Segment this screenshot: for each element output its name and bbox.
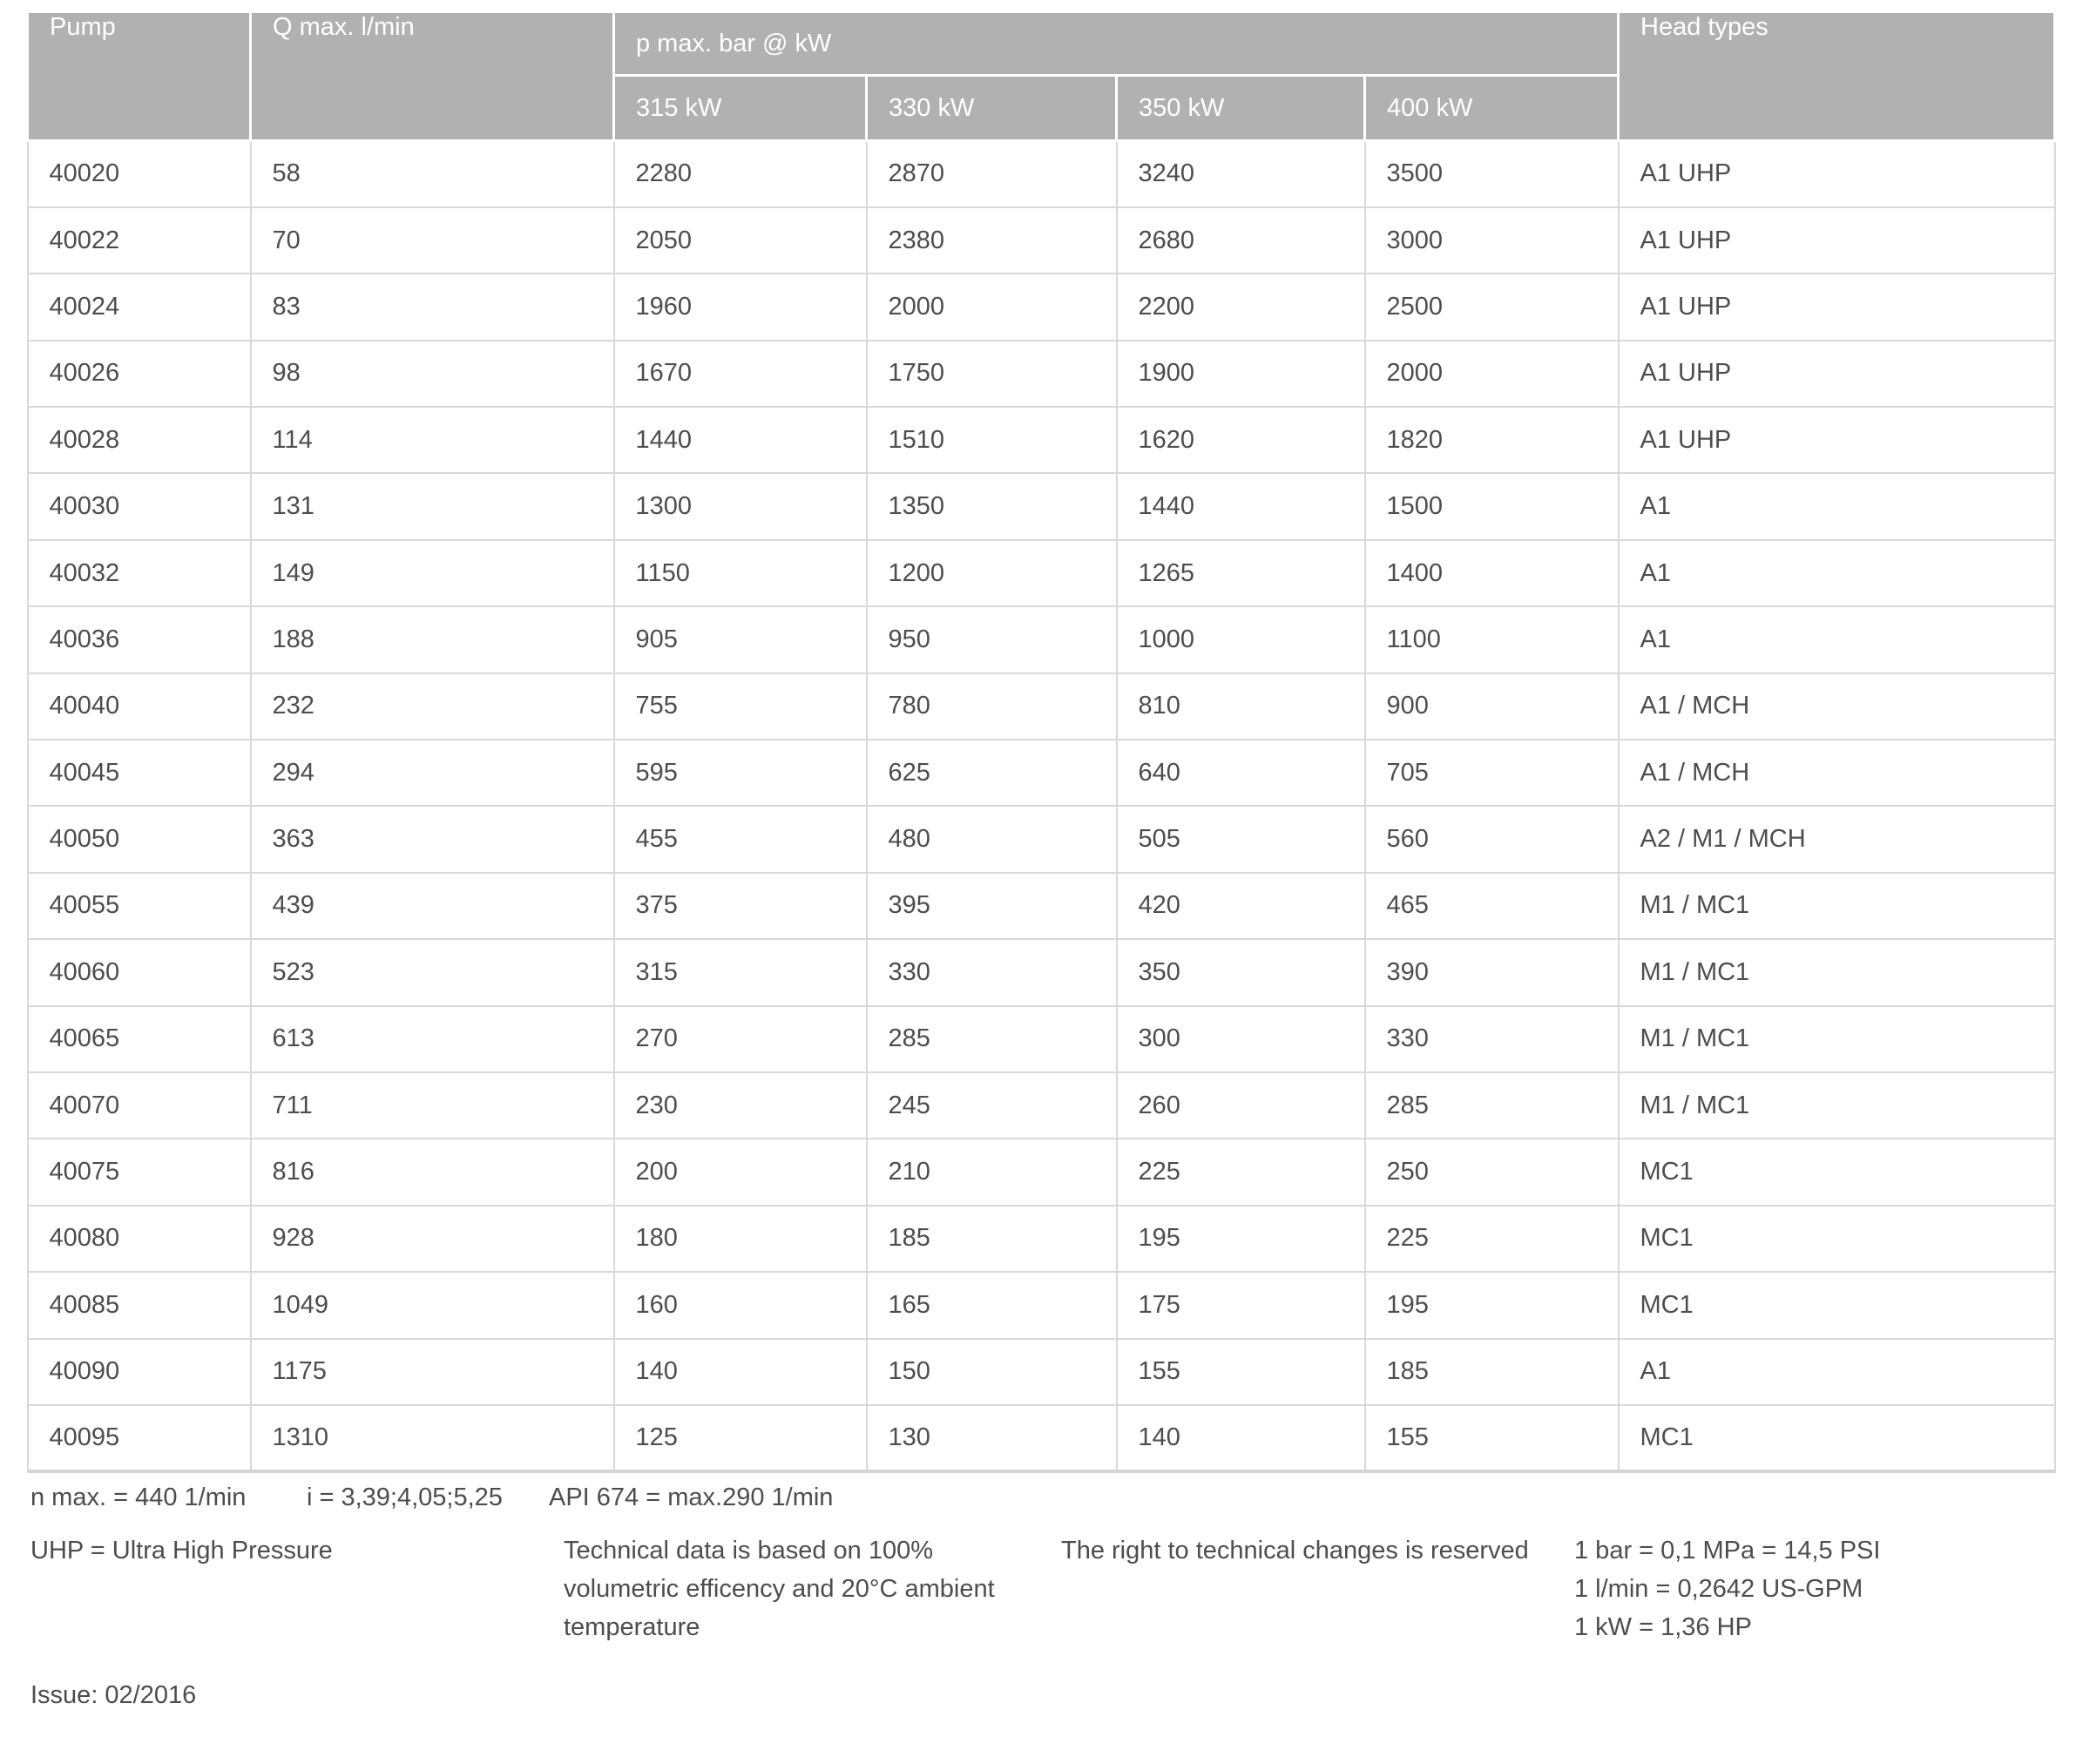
table-cell: 40050: [28, 806, 251, 872]
table-row: [28, 207, 2055, 274]
table-row: [28, 740, 2055, 806]
table-cell: 1150: [614, 540, 867, 606]
table-cell: 1620: [1117, 407, 1365, 473]
table-cell: 1440: [1117, 473, 1365, 539]
table-cell: MC1: [1619, 1405, 2055, 1471]
table-cell: 613: [251, 1006, 614, 1072]
table-cell: 2280: [614, 141, 867, 207]
col-header-pmax-group: p max. bar @ kW: [614, 12, 1619, 76]
table-cell: 1500: [1365, 473, 1619, 539]
table-cell: 185: [1365, 1339, 1619, 1405]
table-cell: 250: [1365, 1139, 1619, 1205]
table-cell: 1100: [1365, 606, 1619, 672]
footnote-technical-line1: Technical data is based on 100%: [564, 1537, 934, 1565]
table-cell: 395: [867, 873, 1117, 939]
table-cell: 285: [1365, 1072, 1619, 1139]
table-cell: 480: [867, 806, 1117, 872]
table-row: [28, 473, 2055, 539]
footnote-uhp: UHP = Ultra High Pressure: [30, 1537, 333, 1565]
table-cell: A1: [1619, 606, 2055, 672]
table-cell: 595: [614, 740, 867, 806]
table-cell: 188: [251, 606, 614, 672]
table-cell: MC1: [1619, 1272, 2055, 1338]
table-cell: 230: [614, 1072, 867, 1139]
table-row: [28, 606, 2055, 672]
table-cell: 780: [867, 673, 1117, 740]
issue-label: Issue: 02/2016: [30, 1681, 197, 1709]
table-cell: 131: [251, 473, 614, 539]
table-cell: 83: [251, 274, 614, 340]
table-cell: 40075: [28, 1139, 251, 1205]
table-row: [28, 1072, 2055, 1139]
table-cell: 210: [867, 1139, 1117, 1205]
table-row: [28, 407, 2055, 473]
table-cell: 315: [614, 939, 867, 1005]
footnote-api: API 674 = max.290 1/min: [549, 1484, 834, 1511]
table-cell: 330: [1365, 1006, 1619, 1072]
table-cell: 705: [1365, 740, 1619, 806]
table-cell: 155: [1365, 1405, 1619, 1471]
table-row: [28, 1139, 2055, 1205]
table-cell: 294: [251, 740, 614, 806]
table-cell: 40070: [28, 1072, 251, 1139]
table-cell: A1 / MCH: [1619, 673, 2055, 740]
table-cell: 1300: [614, 473, 867, 539]
table-cell: 40040: [28, 673, 251, 740]
table-cell: 1440: [614, 407, 867, 473]
table-cell: 1670: [614, 341, 867, 407]
table-cell: 260: [1117, 1072, 1365, 1139]
table-cell: 58: [251, 141, 614, 207]
col-header-pump: Pump: [28, 12, 251, 141]
table-cell: 465: [1365, 873, 1619, 939]
table-cell: A1 UHP: [1619, 141, 2055, 207]
table-cell: 420: [1117, 873, 1365, 939]
table-row: [28, 1405, 2055, 1471]
table-row: [28, 673, 2055, 740]
table-cell: 2680: [1117, 207, 1365, 274]
table-cell: 1750: [867, 341, 1117, 407]
table-cell: 40032: [28, 540, 251, 606]
table-cell: 175: [1117, 1272, 1365, 1338]
table-cell: 2380: [867, 207, 1117, 274]
table-cell: A1 UHP: [1619, 341, 2055, 407]
table-cell: 625: [867, 740, 1117, 806]
table-cell: M1 / MC1: [1619, 1006, 2055, 1072]
table-cell: 40095: [28, 1405, 251, 1471]
table-cell: A1: [1619, 1339, 2055, 1405]
footnote-conversions: [1574, 1531, 1880, 1646]
table-cell: 40090: [28, 1339, 251, 1405]
table-row: [28, 1339, 2055, 1405]
table-cell: 155: [1117, 1339, 1365, 1405]
table-cell: 3000: [1365, 207, 1619, 274]
footnote-conversion-lmin: 1 l/min = 0,2642 US-GPM: [1574, 1575, 1863, 1603]
table-cell: 363: [251, 806, 614, 872]
table-cell: 195: [1117, 1206, 1365, 1272]
table-row: [28, 341, 2055, 407]
table-cell: 40055: [28, 873, 251, 939]
table-cell: 816: [251, 1139, 614, 1205]
table-cell: MC1: [1619, 1139, 2055, 1205]
table-cell: 1000: [1117, 606, 1365, 672]
table-cell: 950: [867, 606, 1117, 672]
table-cell: A1 UHP: [1619, 407, 2055, 473]
table-cell: M1 / MC1: [1619, 873, 2055, 939]
table-row: [28, 873, 2055, 939]
table-cell: 150: [867, 1339, 1117, 1405]
table-cell: 200: [614, 1139, 867, 1205]
table-cell: 2050: [614, 207, 867, 274]
table-cell: 2000: [1365, 341, 1619, 407]
table-cell: 455: [614, 806, 867, 872]
table-cell: 1265: [1117, 540, 1365, 606]
table-cell: 390: [1365, 939, 1619, 1005]
table-cell: 40085: [28, 1272, 251, 1338]
table-cell: 1900: [1117, 341, 1365, 407]
table-cell: 40022: [28, 207, 251, 274]
table-cell: 300: [1117, 1006, 1365, 1072]
table-cell: 928: [251, 1206, 614, 1272]
table-cell: 245: [867, 1072, 1117, 1139]
table-cell: MC1: [1619, 1206, 2055, 1272]
table-cell: 1350: [867, 473, 1117, 539]
table-cell: 560: [1365, 806, 1619, 872]
table-cell: 125: [614, 1405, 867, 1471]
table-cell: 1200: [867, 540, 1117, 606]
table-cell: 160: [614, 1272, 867, 1338]
table-row: [28, 540, 2055, 606]
table-cell: A1: [1619, 540, 2055, 606]
table-cell: A1: [1619, 473, 2055, 539]
table-cell: 225: [1365, 1206, 1619, 1272]
table-cell: 180: [614, 1206, 867, 1272]
table-cell: 905: [614, 606, 867, 672]
table-row: [28, 274, 2055, 340]
table-cell: 98: [251, 341, 614, 407]
table-cell: 40028: [28, 407, 251, 473]
footnote-nmax: n max. = 440 1/min: [30, 1484, 247, 1511]
table-cell: 523: [251, 939, 614, 1005]
table-header: [28, 12, 2055, 141]
table-cell: A1 UHP: [1619, 274, 2055, 340]
footnote-technical: [564, 1531, 995, 1646]
footnote-i-ratios: i = 3,39;4,05;5,25: [307, 1484, 503, 1511]
table-cell: 640: [1117, 740, 1365, 806]
pump-specs-table: [26, 10, 2056, 1473]
table-row: [28, 806, 2055, 872]
table-cell: 1400: [1365, 540, 1619, 606]
table-cell: 40065: [28, 1006, 251, 1072]
table-cell: 350: [1117, 939, 1365, 1005]
table-cell: 40026: [28, 341, 251, 407]
table-cell: 3500: [1365, 141, 1619, 207]
table-cell: 3240: [1117, 141, 1365, 207]
table-cell: A1 / MCH: [1619, 740, 2055, 806]
table-cell: 270: [614, 1006, 867, 1072]
table-cell: 149: [251, 540, 614, 606]
table-cell: 711: [251, 1072, 614, 1139]
footnote-technical-line2: volumetric efficency and 20°C ambient: [564, 1575, 995, 1603]
footnote-technical-line3: temperature: [564, 1613, 700, 1641]
table-cell: 505: [1117, 806, 1365, 872]
col-header-qmax: Q max. l/min: [251, 12, 614, 141]
table-cell: 810: [1117, 673, 1365, 740]
table-row: [28, 1006, 2055, 1072]
table-cell: 1049: [251, 1272, 614, 1338]
table-cell: 70: [251, 207, 614, 274]
table-cell: 40020: [28, 141, 251, 207]
table-cell: A1 UHP: [1619, 207, 2055, 274]
table-cell: 40060: [28, 939, 251, 1005]
table-cell: 140: [1117, 1405, 1365, 1471]
table-cell: 755: [614, 673, 867, 740]
table-cell: 225: [1117, 1139, 1365, 1205]
table-cell: 2000: [867, 274, 1117, 340]
table-cell: 439: [251, 873, 614, 939]
table-cell: 330: [867, 939, 1117, 1005]
table-row: [28, 1206, 2055, 1272]
footnote-rights: The right to technical changes is reserved: [1061, 1537, 1529, 1565]
col-header-head-types: Head types: [1619, 12, 2055, 141]
table-cell: 2200: [1117, 274, 1365, 340]
table-cell: 40045: [28, 740, 251, 806]
table-cell: 165: [867, 1272, 1117, 1338]
table-cell: 1510: [867, 407, 1117, 473]
table-cell: 900: [1365, 673, 1619, 740]
table-cell: 195: [1365, 1272, 1619, 1338]
footnote-conversion-kw: 1 kW = 1,36 HP: [1574, 1613, 1752, 1641]
table-body: [28, 141, 2055, 1472]
table-cell: 1310: [251, 1405, 614, 1471]
table-row: [28, 939, 2055, 1005]
table-cell: 232: [251, 673, 614, 740]
table-cell: A2 / M1 / MCH: [1619, 806, 2055, 872]
table-cell: 1820: [1365, 407, 1619, 473]
table-row: [28, 1272, 2055, 1338]
table-cell: M1 / MC1: [1619, 1072, 2055, 1139]
table-cell: 40024: [28, 274, 251, 340]
table-cell: 40080: [28, 1206, 251, 1272]
footnote-conversion-bar: 1 bar = 0,1 MPa = 14,5 PSI: [1574, 1537, 1881, 1565]
table-cell: 2870: [867, 141, 1117, 207]
col-header-400kw: 400 kW: [1365, 76, 1619, 141]
table-cell: 130: [867, 1405, 1117, 1471]
table-row: [28, 141, 2055, 207]
table-cell: 1175: [251, 1339, 614, 1405]
table-cell: 140: [614, 1339, 867, 1405]
col-header-350kw: 350 kW: [1117, 76, 1365, 141]
table-cell: 2500: [1365, 274, 1619, 340]
table-cell: M1 / MC1: [1619, 939, 2055, 1005]
col-header-315kw: 315 kW: [614, 76, 867, 141]
table-cell: 185: [867, 1206, 1117, 1272]
table-cell: 40030: [28, 473, 251, 539]
table-cell: 40036: [28, 606, 251, 672]
table-cell: 1960: [614, 274, 867, 340]
col-header-330kw: 330 kW: [867, 76, 1117, 141]
table-cell: 285: [867, 1006, 1117, 1072]
table-cell: 114: [251, 407, 614, 473]
table-cell: 375: [614, 873, 867, 939]
